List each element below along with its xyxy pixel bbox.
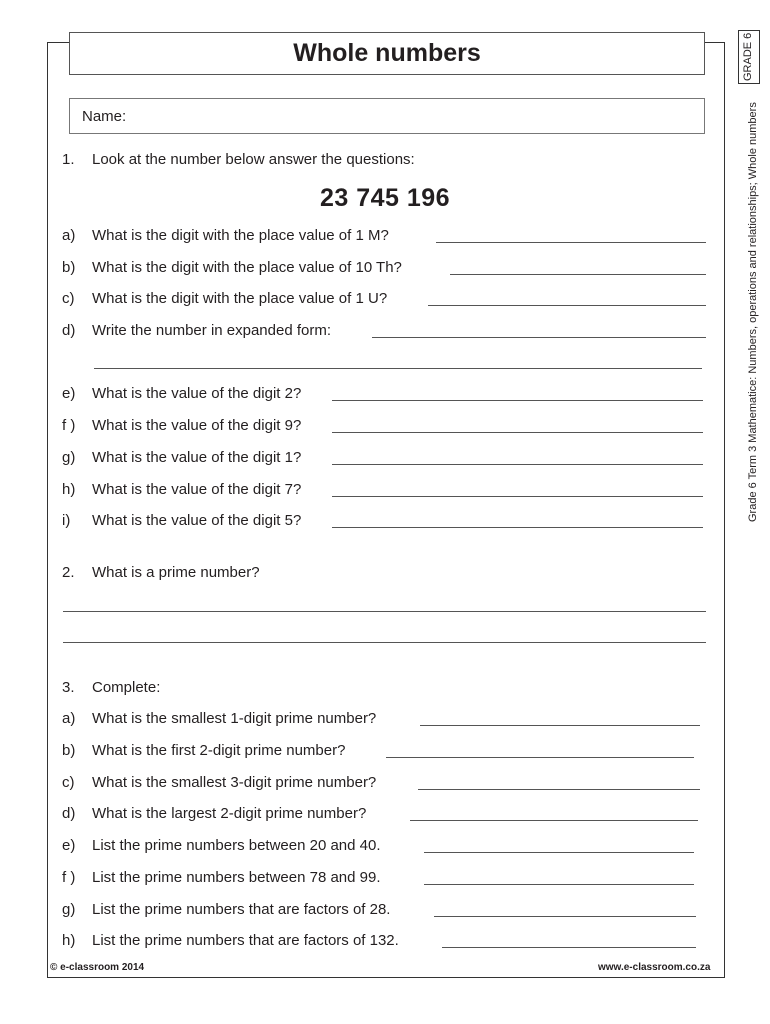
item-label: c) <box>62 290 75 307</box>
item-text: What is the digit with the place value of 1 M? <box>92 227 389 244</box>
title-box <box>69 32 705 75</box>
item-label: b) <box>62 742 76 759</box>
item-text: List the prime numbers that are factors of 132. <box>92 932 399 949</box>
item-text: List the prime numbers between 20 and 40. <box>92 837 381 854</box>
grade-badge <box>738 30 760 84</box>
footer-website[interactable]: www.e-classroom.co.za <box>598 962 711 973</box>
item-label: b) <box>62 259 76 276</box>
frame-border-right <box>724 42 725 977</box>
page-title: Whole numbers <box>293 39 481 67</box>
answer-line[interactable] <box>332 527 703 528</box>
item-label: f ) <box>62 417 76 434</box>
frame-border-left <box>47 42 48 977</box>
question-prompt: Complete: <box>92 679 161 696</box>
frame-border-top-right <box>705 42 725 43</box>
item-label: i) <box>62 512 71 529</box>
answer-line[interactable] <box>410 820 698 821</box>
item-text: List the prime numbers that are factors of 28. <box>92 901 391 918</box>
answer-line[interactable] <box>63 611 706 612</box>
answer-line[interactable] <box>418 789 700 790</box>
item-text: What is the smallest 3-digit prime number? <box>92 774 377 791</box>
question-number: 1. <box>62 151 75 168</box>
answer-line[interactable] <box>420 725 700 726</box>
answer-line[interactable] <box>436 242 706 243</box>
item-text: What is the first 2-digit prime number? <box>92 742 346 759</box>
name-field[interactable] <box>69 98 705 134</box>
footer-copyright: © e-classroom 2014 <box>50 962 145 973</box>
item-label: f ) <box>62 869 76 886</box>
item-text: What is the digit with the place value of 10 Th? <box>92 259 402 276</box>
grade-label: GRADE 6 <box>742 32 754 81</box>
item-label: a) <box>62 710 76 727</box>
answer-line[interactable] <box>450 274 706 275</box>
answer-line[interactable] <box>332 432 703 433</box>
big-number: 23 745 196 <box>319 184 451 212</box>
question-prompt: Look at the number below answer the questions: <box>92 151 415 168</box>
frame-border-top-left <box>47 42 69 43</box>
item-text: What is the value of the digit 2? <box>92 385 302 402</box>
answer-line[interactable] <box>332 464 703 465</box>
answer-line[interactable] <box>94 368 702 369</box>
answer-line[interactable] <box>424 852 694 853</box>
item-label: a) <box>62 227 76 244</box>
item-label: h) <box>62 932 76 949</box>
question-number: 3. <box>62 679 75 696</box>
item-label: d) <box>62 322 76 339</box>
item-text: What is the smallest 1-digit prime number? <box>92 710 377 727</box>
item-text: List the prime numbers between 78 and 99. <box>92 869 381 886</box>
item-label: e) <box>62 385 76 402</box>
answer-line[interactable] <box>424 884 694 885</box>
item-label: h) <box>62 481 76 498</box>
answer-line[interactable] <box>386 757 694 758</box>
item-text: What is the value of the digit 1? <box>92 449 302 466</box>
answer-line[interactable] <box>442 947 696 948</box>
answer-line[interactable] <box>332 496 703 497</box>
answer-line[interactable] <box>332 400 703 401</box>
sidebar-subtitle: Grade 6 Term 3 Mathematice: Numbers, operations and relationships; Whole numbers <box>747 102 759 522</box>
frame-border-bottom <box>47 977 725 978</box>
question-prompt: What is a prime number? <box>92 564 260 581</box>
answer-line[interactable] <box>63 642 706 643</box>
question-number: 2. <box>62 564 75 581</box>
item-label: c) <box>62 774 75 791</box>
item-text: What is the digit with the place value of 1 U? <box>92 290 388 307</box>
item-text: What is the value of the digit 7? <box>92 481 302 498</box>
answer-line[interactable] <box>434 916 696 917</box>
name-label: Name: <box>82 107 127 125</box>
item-label: e) <box>62 837 76 854</box>
item-text: What is the value of the digit 9? <box>92 417 302 434</box>
answer-line[interactable] <box>428 305 706 306</box>
item-label: d) <box>62 805 76 822</box>
answer-line[interactable] <box>372 337 706 338</box>
item-label: g) <box>62 901 76 918</box>
item-text: What is the value of the digit 5? <box>92 512 302 529</box>
item-label: g) <box>62 449 76 466</box>
item-text: What is the largest 2-digit prime number? <box>92 805 367 822</box>
item-text: Write the number in expanded form: <box>92 322 332 339</box>
